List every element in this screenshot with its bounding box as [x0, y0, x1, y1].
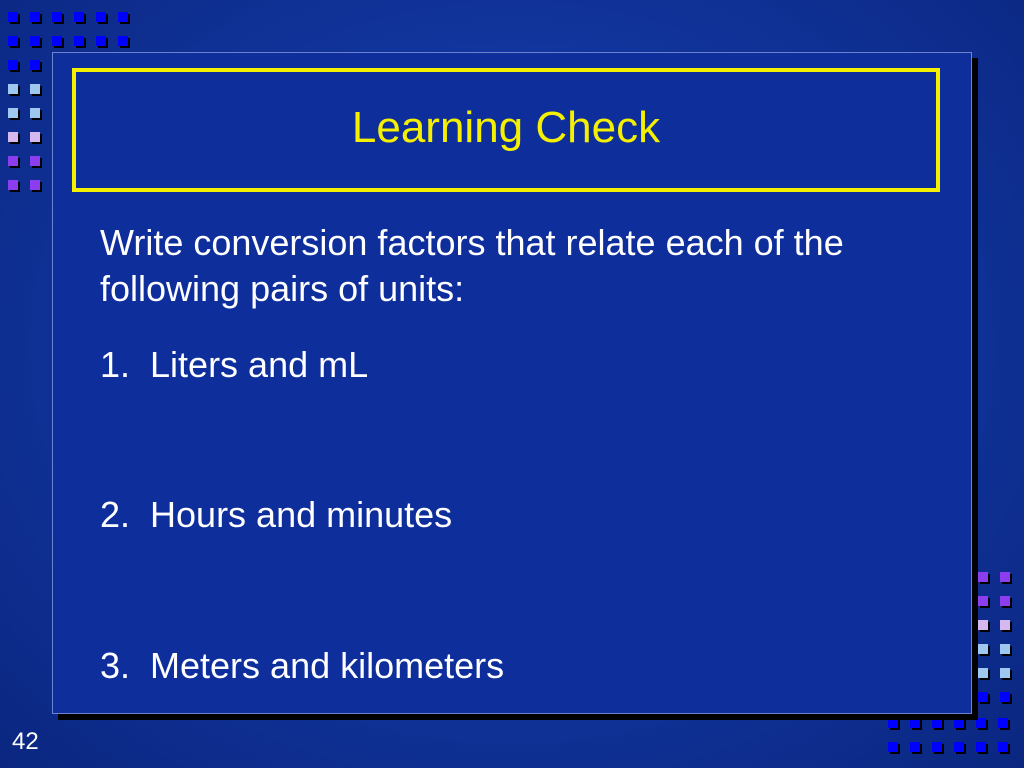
decorative-square	[96, 12, 106, 22]
decorative-square	[30, 84, 40, 94]
decorative-square	[74, 36, 84, 46]
decorative-square	[978, 620, 988, 630]
decorative-square	[30, 108, 40, 118]
decorative-square	[96, 36, 106, 46]
decorative-square	[910, 742, 920, 752]
decorative-square	[1000, 572, 1010, 582]
decorative-square	[1000, 644, 1010, 654]
decorative-square	[1000, 692, 1010, 702]
decorative-square	[52, 36, 62, 46]
decorative-square	[8, 36, 18, 46]
list-item-1: 1. Liters and mL	[100, 344, 369, 385]
decorative-square	[30, 12, 40, 22]
decorative-square	[998, 742, 1008, 752]
slide-number: 42	[12, 728, 39, 755]
decorative-square	[1000, 620, 1010, 630]
decorative-square	[74, 12, 84, 22]
decorative-square	[8, 132, 18, 142]
intro-text: Write conversion factors that relate each of the following pairs of units:	[100, 222, 844, 309]
decorative-square	[8, 84, 18, 94]
decorative-square	[30, 180, 40, 190]
list-item-2: 2. Hours and minutes	[100, 494, 453, 535]
decorative-square	[118, 12, 128, 22]
decorative-square	[8, 108, 18, 118]
decorative-square	[954, 742, 964, 752]
decorative-square	[978, 692, 988, 702]
decorative-square	[52, 12, 62, 22]
decorative-square	[978, 596, 988, 606]
decorative-square	[30, 36, 40, 46]
decorative-square	[978, 644, 988, 654]
decorative-square	[1000, 668, 1010, 678]
title-box	[72, 68, 940, 192]
decorative-square	[8, 156, 18, 166]
slide-title: Learning Check	[351, 103, 661, 152]
decorative-square	[30, 132, 40, 142]
decorative-square	[8, 180, 18, 190]
decorative-square	[888, 742, 898, 752]
decorative-square	[998, 718, 1008, 728]
decorative-square	[932, 742, 942, 752]
decorative-square	[976, 742, 986, 752]
decorative-square	[1000, 596, 1010, 606]
decorative-square	[8, 12, 18, 22]
decorative-square	[978, 668, 988, 678]
decorative-square	[978, 572, 988, 582]
decorative-square	[118, 36, 128, 46]
decorative-square	[30, 156, 40, 166]
decorative-square	[30, 60, 40, 70]
decorative-square	[8, 60, 18, 70]
list-item-3: 3. Meters and kilometers	[100, 645, 505, 686]
